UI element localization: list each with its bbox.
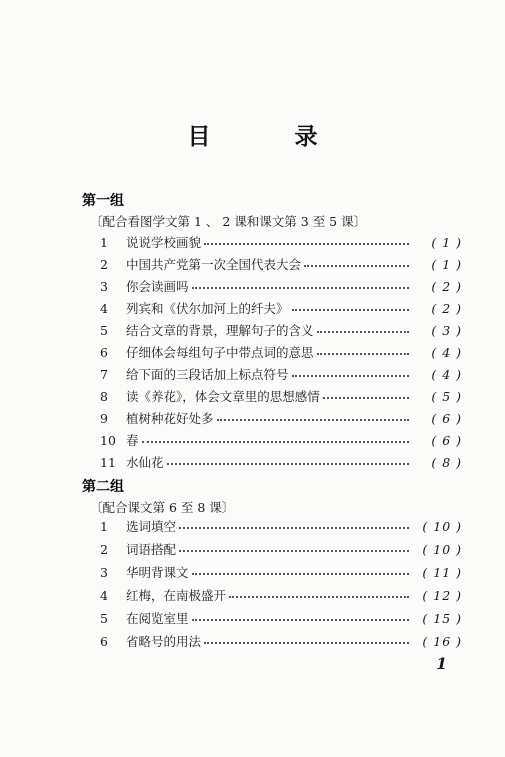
entry-number: 1: [100, 518, 108, 534]
entry-number: 5: [100, 322, 108, 338]
entry-title: 你会读画吗: [126, 279, 189, 294]
entry-title: 在阅览室里: [126, 611, 189, 626]
group-heading: 第二组: [82, 479, 124, 495]
dot-leader: [304, 265, 409, 267]
entry-page: ( 6 ): [431, 410, 462, 426]
dot-leader: [204, 642, 409, 644]
entry-title: 给下面的三段话加上标点符号: [126, 367, 289, 382]
entry-page: ( 10 ): [422, 541, 462, 557]
toc-entry[interactable]: [100, 319, 462, 341]
entry-title: 列宾和《伏尔加河上的纤夫》: [126, 301, 289, 316]
entry-title: 省略号的用法: [126, 634, 202, 649]
dot-leader: [142, 441, 409, 443]
entry-page: ( 11 ): [422, 564, 462, 580]
entry-title: 仔细体会每组句子中带点词的意思: [126, 345, 314, 360]
entry-page: ( 16 ): [422, 633, 462, 649]
entry-title: 水仙花: [126, 455, 164, 470]
entry-number: 7: [100, 366, 108, 382]
entry-number: 11: [100, 454, 116, 470]
dot-leader: [192, 287, 409, 289]
dot-leader: [192, 573, 409, 575]
entry-page: ( 12 ): [422, 587, 462, 603]
dot-leader: [323, 397, 409, 399]
entry-title: 春: [126, 433, 139, 448]
dot-leader: [204, 243, 409, 245]
entry-title: 读《养花》，体会文章里的思想感情: [126, 389, 320, 404]
page-number: 1: [436, 654, 448, 673]
entry-number: 10: [100, 432, 116, 448]
dot-leader: [179, 527, 409, 529]
group-heading: 第一组: [82, 193, 124, 209]
entry-number: 1: [100, 234, 108, 250]
entry-page: ( 3 ): [431, 322, 462, 338]
dot-leader: [317, 353, 409, 355]
toc-entry[interactable]: [100, 607, 462, 629]
dot-leader: [167, 463, 409, 465]
toc-entry[interactable]: [100, 538, 462, 560]
dot-leader: [179, 550, 409, 552]
entry-number: 2: [100, 256, 108, 272]
entry-number: 6: [100, 633, 108, 649]
entry-page: ( 4 ): [431, 366, 462, 382]
dot-leader: [292, 375, 409, 377]
group-note: 〔配合课文第 6 至 8 课〕: [90, 500, 235, 515]
toc-entry[interactable]: [100, 385, 462, 407]
toc-entry[interactable]: [100, 341, 462, 363]
toc-entry[interactable]: [100, 275, 462, 297]
entry-number: 5: [100, 610, 108, 626]
page-title: 目 录: [187, 123, 356, 150]
entry-title: 植树种花好处多: [126, 411, 214, 426]
toc-entry[interactable]: [100, 363, 462, 385]
entry-title: 华明背课文: [126, 565, 189, 580]
toc-entry[interactable]: [100, 451, 462, 473]
entry-title: 选词填空: [126, 519, 177, 534]
entry-page: ( 10 ): [422, 518, 462, 534]
dot-leader: [292, 309, 409, 311]
entry-title: 说说学校画貌: [126, 235, 202, 250]
entry-page: ( 15 ): [422, 610, 462, 626]
entry-page: ( 2 ): [431, 278, 462, 294]
toc-entry[interactable]: [100, 253, 462, 275]
entry-page: ( 5 ): [431, 388, 462, 404]
entry-page: ( 4 ): [431, 344, 462, 360]
dot-leader: [217, 419, 409, 421]
entry-number: 4: [100, 587, 108, 603]
entry-number: 2: [100, 541, 108, 557]
entry-page: ( 8 ): [431, 454, 462, 470]
entry-page: ( 6 ): [431, 432, 462, 448]
entry-title: 结合文章的背景，理解句子的含义: [126, 323, 314, 338]
dot-leader: [192, 619, 409, 621]
toc-entry[interactable]: [100, 630, 462, 652]
entry-title: 词语搭配: [126, 542, 177, 557]
entry-title: 红梅，在南极盛开: [126, 588, 227, 603]
entry-number: 3: [100, 564, 108, 580]
entry-page: ( 2 ): [431, 300, 462, 316]
toc-entry[interactable]: [100, 231, 462, 253]
group-note: 〔配合看图学文第 1 、 2 课和课文第 3 至 5 课〕: [90, 214, 367, 229]
toc-entry[interactable]: [100, 561, 462, 583]
toc-entry[interactable]: [100, 407, 462, 429]
entry-number: 8: [100, 388, 108, 404]
entry-page: ( 1 ): [431, 234, 462, 250]
entry-number: 6: [100, 344, 108, 360]
toc-entry[interactable]: [100, 584, 462, 606]
entry-page: ( 1 ): [431, 256, 462, 272]
toc-entry[interactable]: [100, 515, 462, 537]
toc-entry[interactable]: [100, 297, 462, 319]
entry-number: 4: [100, 300, 108, 316]
dot-leader: [317, 331, 409, 333]
entry-number: 3: [100, 278, 108, 294]
toc-entry[interactable]: [100, 429, 462, 451]
dot-leader: [229, 596, 409, 598]
entry-title: 中国共产党第一次全国代表大会: [126, 257, 302, 272]
entry-number: 9: [100, 410, 108, 426]
